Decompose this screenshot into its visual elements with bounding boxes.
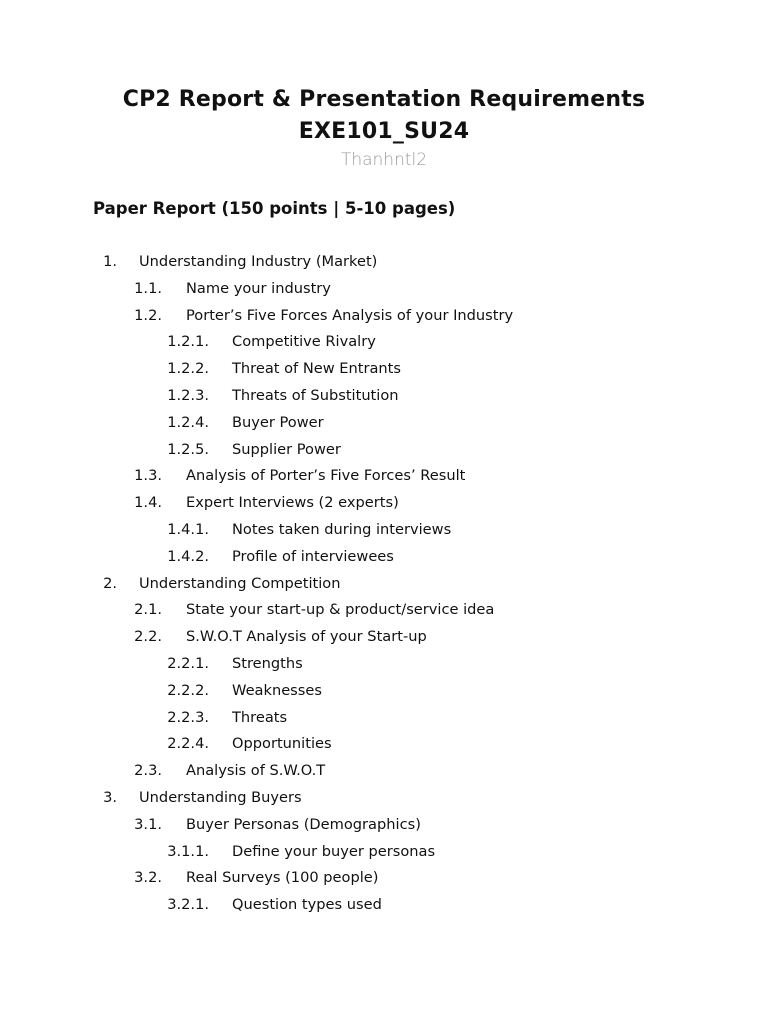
outline-item-label: S.W.O.T Analysis of your Start-up xyxy=(186,628,427,646)
outline-item-number: 1.4.1. xyxy=(167,520,209,538)
section-heading: Paper Report (150 points | 5-10 pages) xyxy=(93,199,456,218)
outline-item xyxy=(0,735,768,762)
outline-item-label: Profile of interviewees xyxy=(232,547,394,565)
outline-item-label: Opportunities xyxy=(232,735,332,753)
outline-item xyxy=(0,789,768,816)
outline-item xyxy=(0,896,768,923)
outline-item-label: Porter’s Five Forces Analysis of your Industry xyxy=(186,306,514,324)
outline-item-number: 1.4. xyxy=(134,494,162,512)
outline-item-number: 2.2. xyxy=(134,628,162,646)
outline-item xyxy=(0,494,768,521)
author-name: Thanhntl2 xyxy=(340,150,428,170)
outline-item-label: Threat of New Entrants xyxy=(232,360,402,378)
outline-item-label: Buyer Personas (Demographics) xyxy=(186,815,421,833)
outline-item-number: 3. xyxy=(103,788,117,806)
outline-item-number: 2.2.2. xyxy=(167,681,209,699)
outline-item xyxy=(0,467,768,494)
outline-item-number: 1.3. xyxy=(134,467,162,485)
course-code: EXE101_SU24 xyxy=(298,119,470,144)
outline-item-label: Analysis of Porter’s Five Forces’ Result xyxy=(186,467,466,485)
outline-item xyxy=(0,601,768,628)
outline-item-label: Understanding Industry (Market) xyxy=(139,253,378,270)
outline-item xyxy=(0,869,768,896)
outline-item-number: 1.4.2. xyxy=(167,547,209,565)
outline-item-label: Buyer Power xyxy=(232,413,324,431)
outline-item-label: Notes taken during interviews xyxy=(232,520,452,538)
outline-item xyxy=(0,628,768,655)
outline-item-label: Supplier Power xyxy=(232,440,341,458)
outline-item-number: 2.3. xyxy=(134,762,162,780)
outline-item-label: Define your buyer personas xyxy=(232,842,436,860)
outline-item xyxy=(0,280,768,307)
outline-item-label: Name your industry xyxy=(186,279,331,297)
outline-item-number: 3.1.1. xyxy=(167,842,209,860)
outline-item-number: 3.2. xyxy=(134,869,162,887)
outline-item xyxy=(0,521,768,548)
outline-item-number: 1.2.4. xyxy=(167,413,209,431)
outline-item-number: 1. xyxy=(103,253,117,270)
outline-item-label: Competitive Rivalry xyxy=(232,333,376,351)
outline-item-label: Weaknesses xyxy=(232,681,322,699)
outline-item xyxy=(0,816,768,843)
outline-item-number: 3.1. xyxy=(134,815,162,833)
requirements-outline xyxy=(0,253,768,923)
outline-item-number: 2.2.1. xyxy=(167,654,209,672)
outline-item-number: 1.1. xyxy=(134,279,162,297)
outline-item-number: 2.1. xyxy=(134,601,162,619)
outline-item-number: 1.2.3. xyxy=(167,386,209,404)
outline-item-number: 2.2.3. xyxy=(167,708,209,726)
outline-item xyxy=(0,360,768,387)
outline-item-label: Threats xyxy=(232,708,288,726)
outline-item-label: Threats of Substitution xyxy=(232,386,399,404)
outline-item xyxy=(0,387,768,414)
outline-item-label: Question types used xyxy=(232,896,382,914)
outline-item-label: Analysis of S.W.O.T xyxy=(186,762,326,780)
outline-item xyxy=(0,333,768,360)
outline-item-label: Understanding Competition xyxy=(139,574,341,592)
outline-item-number: 1.2. xyxy=(134,306,162,324)
outline-item xyxy=(0,414,768,441)
outline-item-label: Strengths xyxy=(232,654,303,672)
outline-item xyxy=(0,682,768,709)
outline-item xyxy=(0,307,768,334)
outline-item xyxy=(0,843,768,870)
outline-item xyxy=(0,575,768,602)
outline-item-number: 1.2.5. xyxy=(167,440,209,458)
outline-item xyxy=(0,253,768,280)
outline-item-number: 1.2.2. xyxy=(167,360,209,378)
outline-item-number: 2.2.4. xyxy=(167,735,209,753)
outline-item xyxy=(0,548,768,575)
outline-item-label: Real Surveys (100 people) xyxy=(186,869,379,887)
outline-item xyxy=(0,709,768,736)
outline-item-label: State your start-up & product/service idea xyxy=(186,601,495,619)
outline-item-number: 2. xyxy=(103,574,117,592)
outline-item-label: Expert Interviews (2 experts) xyxy=(186,494,399,512)
outline-item xyxy=(0,441,768,468)
outline-item xyxy=(0,762,768,789)
outline-item-number: 1.2.1. xyxy=(167,333,209,351)
outline-item-label: Understanding Buyers xyxy=(139,788,302,806)
outline-item xyxy=(0,655,768,682)
document-title: CP2 Report & Presentation Requirements xyxy=(122,87,646,112)
outline-item-number: 3.2.1. xyxy=(167,896,209,914)
